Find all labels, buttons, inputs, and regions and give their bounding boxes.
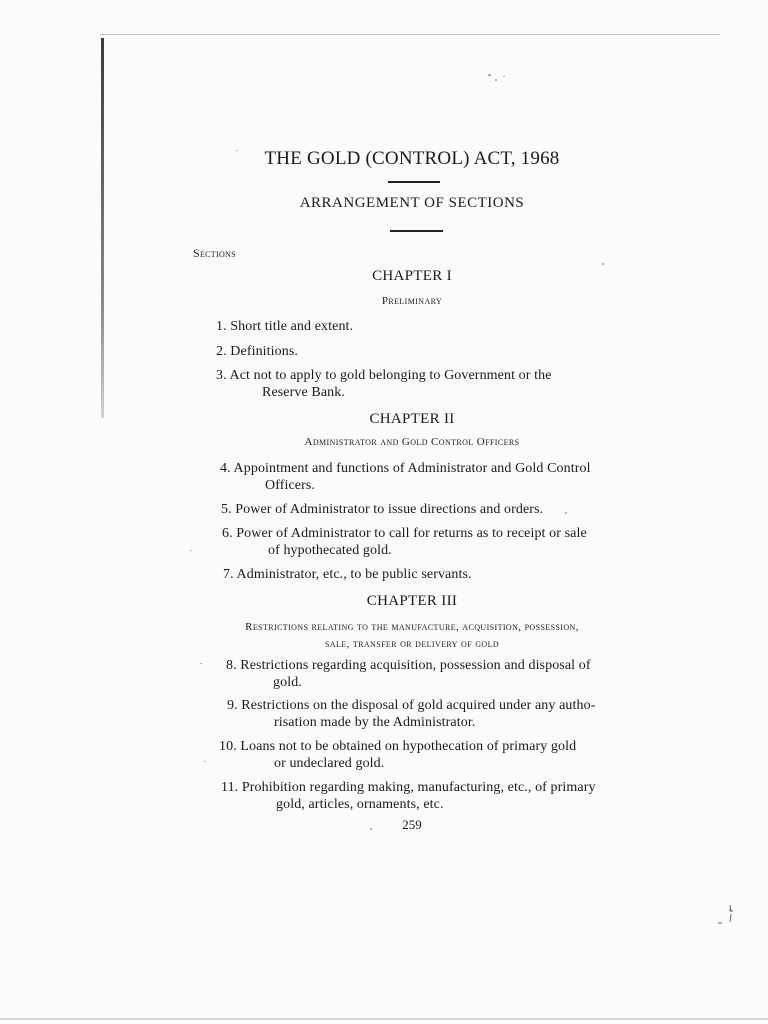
- scan-speck: [200, 663, 202, 664]
- section-item: [221, 501, 543, 518]
- section-item: [223, 566, 472, 583]
- section-continuation: or undeclared gold.: [274, 756, 385, 771]
- section-continuation: of hypothecated gold.: [268, 543, 392, 558]
- chapter-heading: CHAPTER III: [366, 593, 458, 609]
- section-continuation: Reserve Bank.: [262, 385, 345, 400]
- section-item: [226, 657, 656, 691]
- section-item: [216, 318, 353, 335]
- section-text: 9. Restrictions on the disposal of gold acquired under any autho-: [227, 698, 596, 713]
- section-item: [216, 343, 298, 360]
- chapter-heading: CHAPTER I: [372, 268, 452, 284]
- scan-speck: [503, 76, 505, 77]
- section-continuation: Officers.: [265, 478, 316, 493]
- section-continuation: risation made by the Administrator.: [274, 715, 476, 730]
- section-text: 6. Power of Administrator to call for returns as to receipt or sale: [222, 526, 587, 541]
- section-text: 4. Appointment and functions of Administrator and Gold Control: [220, 461, 591, 476]
- chapter-subheading: Preliminary: [381, 295, 443, 307]
- act-title: THE GOLD (CONTROL) ACT, 1968: [264, 148, 560, 169]
- section-item: [220, 460, 650, 494]
- scan-speck: [602, 263, 604, 265]
- scan-speck: [488, 74, 491, 76]
- section-item: [222, 525, 652, 559]
- scan-speck: [565, 512, 567, 514]
- section-continuation: gold, articles, ornaments, etc.: [276, 797, 444, 812]
- scan-speck: [190, 550, 192, 551]
- page-top-edge: [100, 34, 720, 35]
- section-item: [221, 779, 661, 813]
- section-text: 7. Administrator, etc., to be public servants.: [223, 567, 472, 582]
- sections-label: Sections: [193, 246, 236, 260]
- subtitle-rule: [390, 230, 443, 232]
- section-text: 2. Definitions.: [216, 344, 298, 359]
- section-item: [219, 738, 659, 772]
- section-text: 8. Restrictions regarding acquisition, possession and disposal of: [226, 658, 591, 673]
- section-item: [216, 367, 646, 401]
- document-subtitle: ARRANGEMENT OF SECTIONS: [299, 195, 525, 211]
- chapter-subheading: Administrator and Gold Control Officers: [304, 436, 520, 448]
- page-binding-shadow: [101, 38, 104, 418]
- margin-pencil-mark: [716, 902, 734, 928]
- title-rule: [388, 181, 440, 183]
- scan-speck: [204, 761, 206, 762]
- chapter-subheading-line: sale, transfer or delivery of gold: [324, 638, 500, 650]
- section-text: 5. Power of Administrator to issue directions and orders.: [221, 502, 544, 517]
- page-number: 259: [402, 817, 422, 832]
- scan-speck: [495, 79, 497, 81]
- chapter-subheading: [0, 619, 768, 653]
- section-text: 10. Loans not to be obtained on hypothecation of primary gold: [219, 739, 577, 754]
- chapter-heading: CHAPTER II: [369, 411, 455, 427]
- section-text: 1. Short title and extent.: [216, 319, 354, 334]
- section-text: 3. Act not to apply to gold belonging to Government or the: [216, 368, 552, 383]
- section-item: [227, 697, 657, 731]
- chapter-subheading-line: Restrictions relating to the manufacture, acquisition, possession,: [245, 621, 579, 633]
- section-continuation: gold.: [273, 675, 302, 690]
- section-text: 11. Prohibition regarding making, manufacturing, etc., of primary: [221, 780, 596, 795]
- page-bottom-edge: [0, 1018, 768, 1020]
